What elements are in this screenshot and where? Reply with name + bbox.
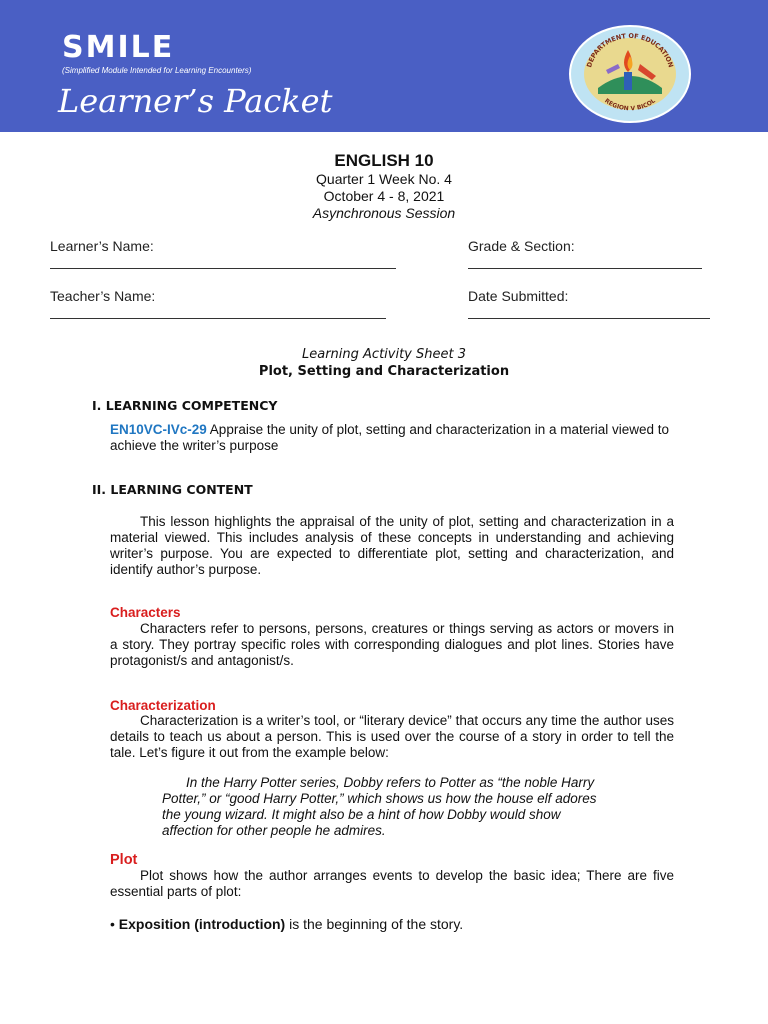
activity-sheet-label: Learning Activity Sheet 3 [302,347,466,362]
grade-section-label: Grade & Section: [468,238,575,254]
characters-paragraph: Characters refer to persons, persons, creatures or things serving as actors or movers in a story. They portray specific roles with corresponding dialogues and plot lines. Stories have protagonist/s and antagonist/s. [110,621,674,668]
activity-sheet-title: Plot, Setting and Characterization [258,364,510,379]
date-range: October 4 - 8, 2021 [323,188,445,204]
characterization-paragraph: Characterization is a writer’s tool, or “literary device” that occurs any time the author uses details to teach us about a person. This is used over the course of a story in order to tell the tale. Let’s figure it out from the example below: [110,713,674,760]
harry-potter-example: In the Harry Potter series, Dobby refers to Potter as “the noble Harry Potter,” or “good Harry Potter,” which shows us how the house elf adores the young wizard. It might also be a hint of how Dobby would show affection for other people he admires. [162,775,597,838]
competency-text: Appraise the unity of plot, setting and characterization in a material viewed to achieve the writer’s purpose [110,422,670,453]
characters-heading: Characters [110,605,181,620]
competency-statement [110,422,670,454]
exposition-term: Exposition (introduction) [118,916,286,932]
content-intro-paragraph: This lesson highlights the appraisal of the unity of plot, setting and characterization in a material viewed. This includes analysis of these concepts in understanding and achieving writer’s purpose. You are expected to differentiate plot, setting and characterization, and identify author’s purpose. [110,514,674,577]
bullet-icon: • [110,916,119,932]
teacher-name-label: Teacher’s Name: [50,288,156,304]
subject-title: ENGLISH 10 [334,151,434,170]
learners-packet-title: Learner’s Packet [58,82,333,120]
plot-heading: Plot [110,852,138,868]
seal-bottom-text: REGION V BICOL [603,97,657,113]
header-banner [0,0,768,132]
grade-section-line[interactable] [468,268,702,269]
plot-paragraph: Plot shows how the author arranges events to develop the basic idea; There are five essential parts of plot: [110,868,674,899]
smile-subtitle: (Simplified Module Intended for Learning Encounters) [62,66,252,75]
date-submitted-label: Date Submitted: [468,288,569,304]
exposition-text: is the beginning of the story. [285,916,464,932]
deped-seal-icon [568,24,692,124]
learner-name-line[interactable] [50,268,396,269]
quarter-week: Quarter 1 Week No. 4 [316,171,452,187]
learning-content-heading: II. LEARNING CONTENT [92,482,253,497]
date-submitted-line[interactable] [468,318,710,319]
competency-code: EN10VC-IVc-29 [110,422,207,437]
exposition-bullet [110,916,463,932]
smile-brand: SMILE [62,30,175,65]
teacher-name-line[interactable] [50,318,386,319]
learning-competency-heading: I. LEARNING COMPETENCY [92,398,278,413]
characterization-heading: Characterization [110,698,216,713]
seal-top-text: DEPARTMENT OF EDUCATION [585,31,675,69]
session-type: Asynchronous Session [312,205,456,221]
learner-name-label: Learner’s Name: [50,238,154,254]
